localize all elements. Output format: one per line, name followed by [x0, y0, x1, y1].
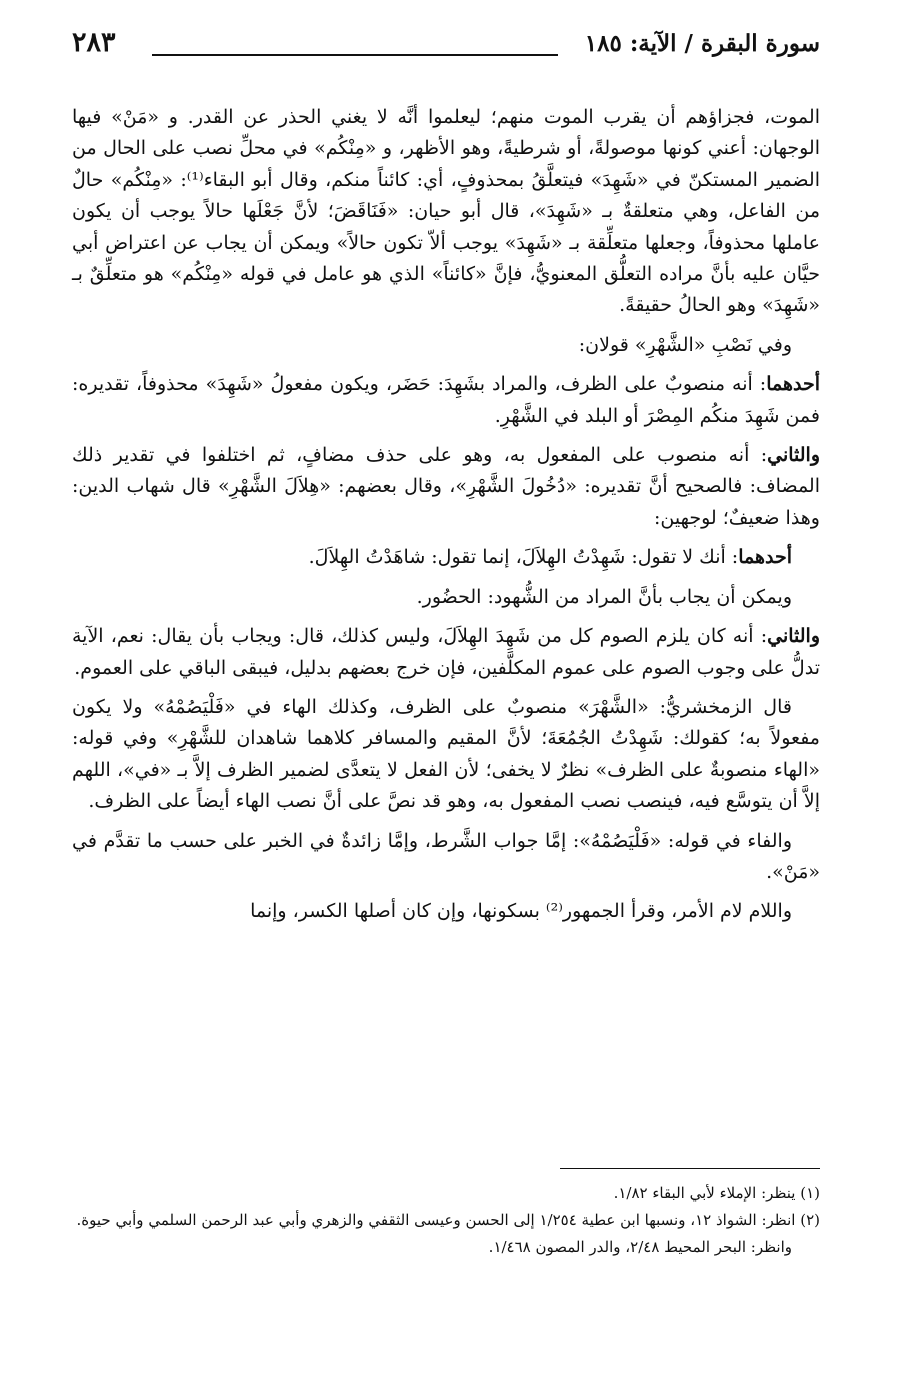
paragraph — [72, 440, 820, 534]
running-title: سورة البقرة / الآية: ١٨٥ — [584, 30, 820, 57]
paragraph — [72, 542, 820, 573]
paragraph-label: أحدهما — [766, 373, 820, 396]
paragraph — [72, 369, 820, 432]
paragraph-text: : أنك لا تقول: شَهِدْتُ الهِلاَلَ، إنما تقول: شاهَدْتُ الهِلاَلَ. — [308, 546, 739, 569]
paragraph — [72, 692, 820, 818]
paragraph — [72, 330, 820, 361]
footnote: (٢) انظر: الشواذ ١٢، ونسبها ابن عطية ١/٢٥٤ إلى الحسن وعيسى الثقفي والزهري وأبي عبد الرحمن السلمي وأبي حيوة. — [76, 1211, 820, 1229]
paragraph — [72, 896, 820, 927]
paragraph — [72, 621, 820, 684]
paragraph-label: والثاني — [767, 444, 820, 467]
paragraph-text: وفي نَصْبِ «الشَّهْرِ» قولان: — [578, 333, 792, 356]
footnote-separator — [560, 1168, 820, 1169]
page-number: ٢٨٣ — [72, 27, 116, 58]
paragraph-text: : أنه كان يلزم الصوم كل من شَهِدَ الهِلاَلَ، وليس كذلك، قال: ويجاب بأن يقال: نعم، الآية تدلُّ على وجوب الصوم على عموم المكلَّفين، فإن خرج بعضهم بدليل، فيبقى الباقي على العموم. — [72, 625, 820, 679]
paragraph-text: واللام لام الأمر، وقرأ الجمهور⁽²⁾ بسكونها، وإن كان أصلها الكسر، وإنما — [250, 900, 792, 923]
paragraph-label: والثاني — [767, 625, 820, 648]
paragraph-text: ويمكن أن يجاب بأنَّ المراد من الشُّهود: الحضُور. — [416, 585, 792, 608]
paragraph — [72, 102, 820, 322]
paragraph — [72, 582, 820, 613]
page-header — [72, 27, 820, 70]
paragraph — [72, 826, 820, 889]
paragraph-label: أحدهما — [738, 546, 792, 569]
footnotes — [72, 1180, 820, 1261]
paragraph-text: قال الزمخشريُّ: «الشَّهْرَ» منصوبٌ على الظرف، وكذلك الهاء في «فَلْيَصُمْهُ» ولا يكون مفعولاً به؛ كقولك: شَهِدْتُ الجُمُعَةَ؛ لأنَّ المقيم والمسافر كلاهما شاهدان للشَّهْرِ» وفي قوله: «الهاء منصوبةٌ على الظرف» نظرٌ لا يخفى؛ لأن الفعل لا يتعدَّى لضمير الظرف إلاَّ بـ «في»، اللهم إلاَّ أن يتوسَّع فيه، فينصب نصب المفعول به، وهو قد نصَّ على أنَّ نصب الهاء أيضاً على الظرف. — [72, 695, 820, 813]
paragraph-text: الموت، فجزاؤهم أن يقرب الموت منهم؛ ليعلموا أنَّه لا يغني الحذر عن القدر. و «مَنْ» فيها الوجهان: أعني كونها موصولةً، أو شرطيةً، وهو الأظهر، و «مِنْكُم» في محلِّ نصب على الحال من الضمير المستكنّ في «شَهِدَ» فيتعلَّقُ بمحذوفٍ، أي: كائناً منكم، وقال أبو البقاء⁽¹⁾: «مِنْكُم» حالٌ من الفاعل، وهي متعلقةٌ بـ «شَهِدَ»، قال أبو حيان: «فَنَاقَضَ؛ لأنَّ جَعْلَها حالاً يوجب أن يكون عاملها محذوفاً، وجعلها متعلِّقة بـ «شَهِدَ» يوجب ألاّ تكون حالاً» ويمكن أن يجاب عن اعتراض أبي حيَّان عليه بأنَّ مراده التعلُّق المعنويُّ، فإنَّ «كائناً» الذي هو عامل في قوله «مِنْكُم» هو متعلِّقٌ بـ «شَهِدَ» وهو الحالُ حقيقةً. — [72, 106, 820, 317]
main-text — [72, 102, 820, 936]
paragraph-text: والفاء في قوله: «فَلْيَصُمْهُ»: إمَّا جواب الشَّرط، وإمَّا زائدةٌ في الخبر على حسب ما تقدَّم في «مَنْ». — [72, 829, 820, 883]
footnote: وانظر: البحر المحيط ٢/٤٨، والدر المصون ١/٤٦٨. — [488, 1238, 792, 1256]
header-rule — [152, 54, 558, 56]
paragraph-text: : أنه منصوب على المفعول به، وهو على حذف مضافٍ، ثم اختلفوا في تقدير ذلك المضاف: فالصحيح أنَّ تقديره: «دُخُولَ الشَّهْرِ»، وقال بعضهم: «هِلاَلَ الشَّهْرِ» قال شهاب الدين: وهذا ضعيفٌ؛ لوجهين: — [72, 444, 820, 529]
paragraph-text: : أنه منصوبٌ على الظرف، والمراد بشَهِدَ: حَضَر، ويكون مفعولُ «شَهِدَ» محذوفاً، تقديره: فمن شَهِدَ منكُم المِصْرَ أو البلد في الشَّهْرِ. — [72, 373, 820, 427]
footnote: (١) ينظر: الإملاء لأبي البقاء ١/٨٢. — [613, 1184, 820, 1202]
